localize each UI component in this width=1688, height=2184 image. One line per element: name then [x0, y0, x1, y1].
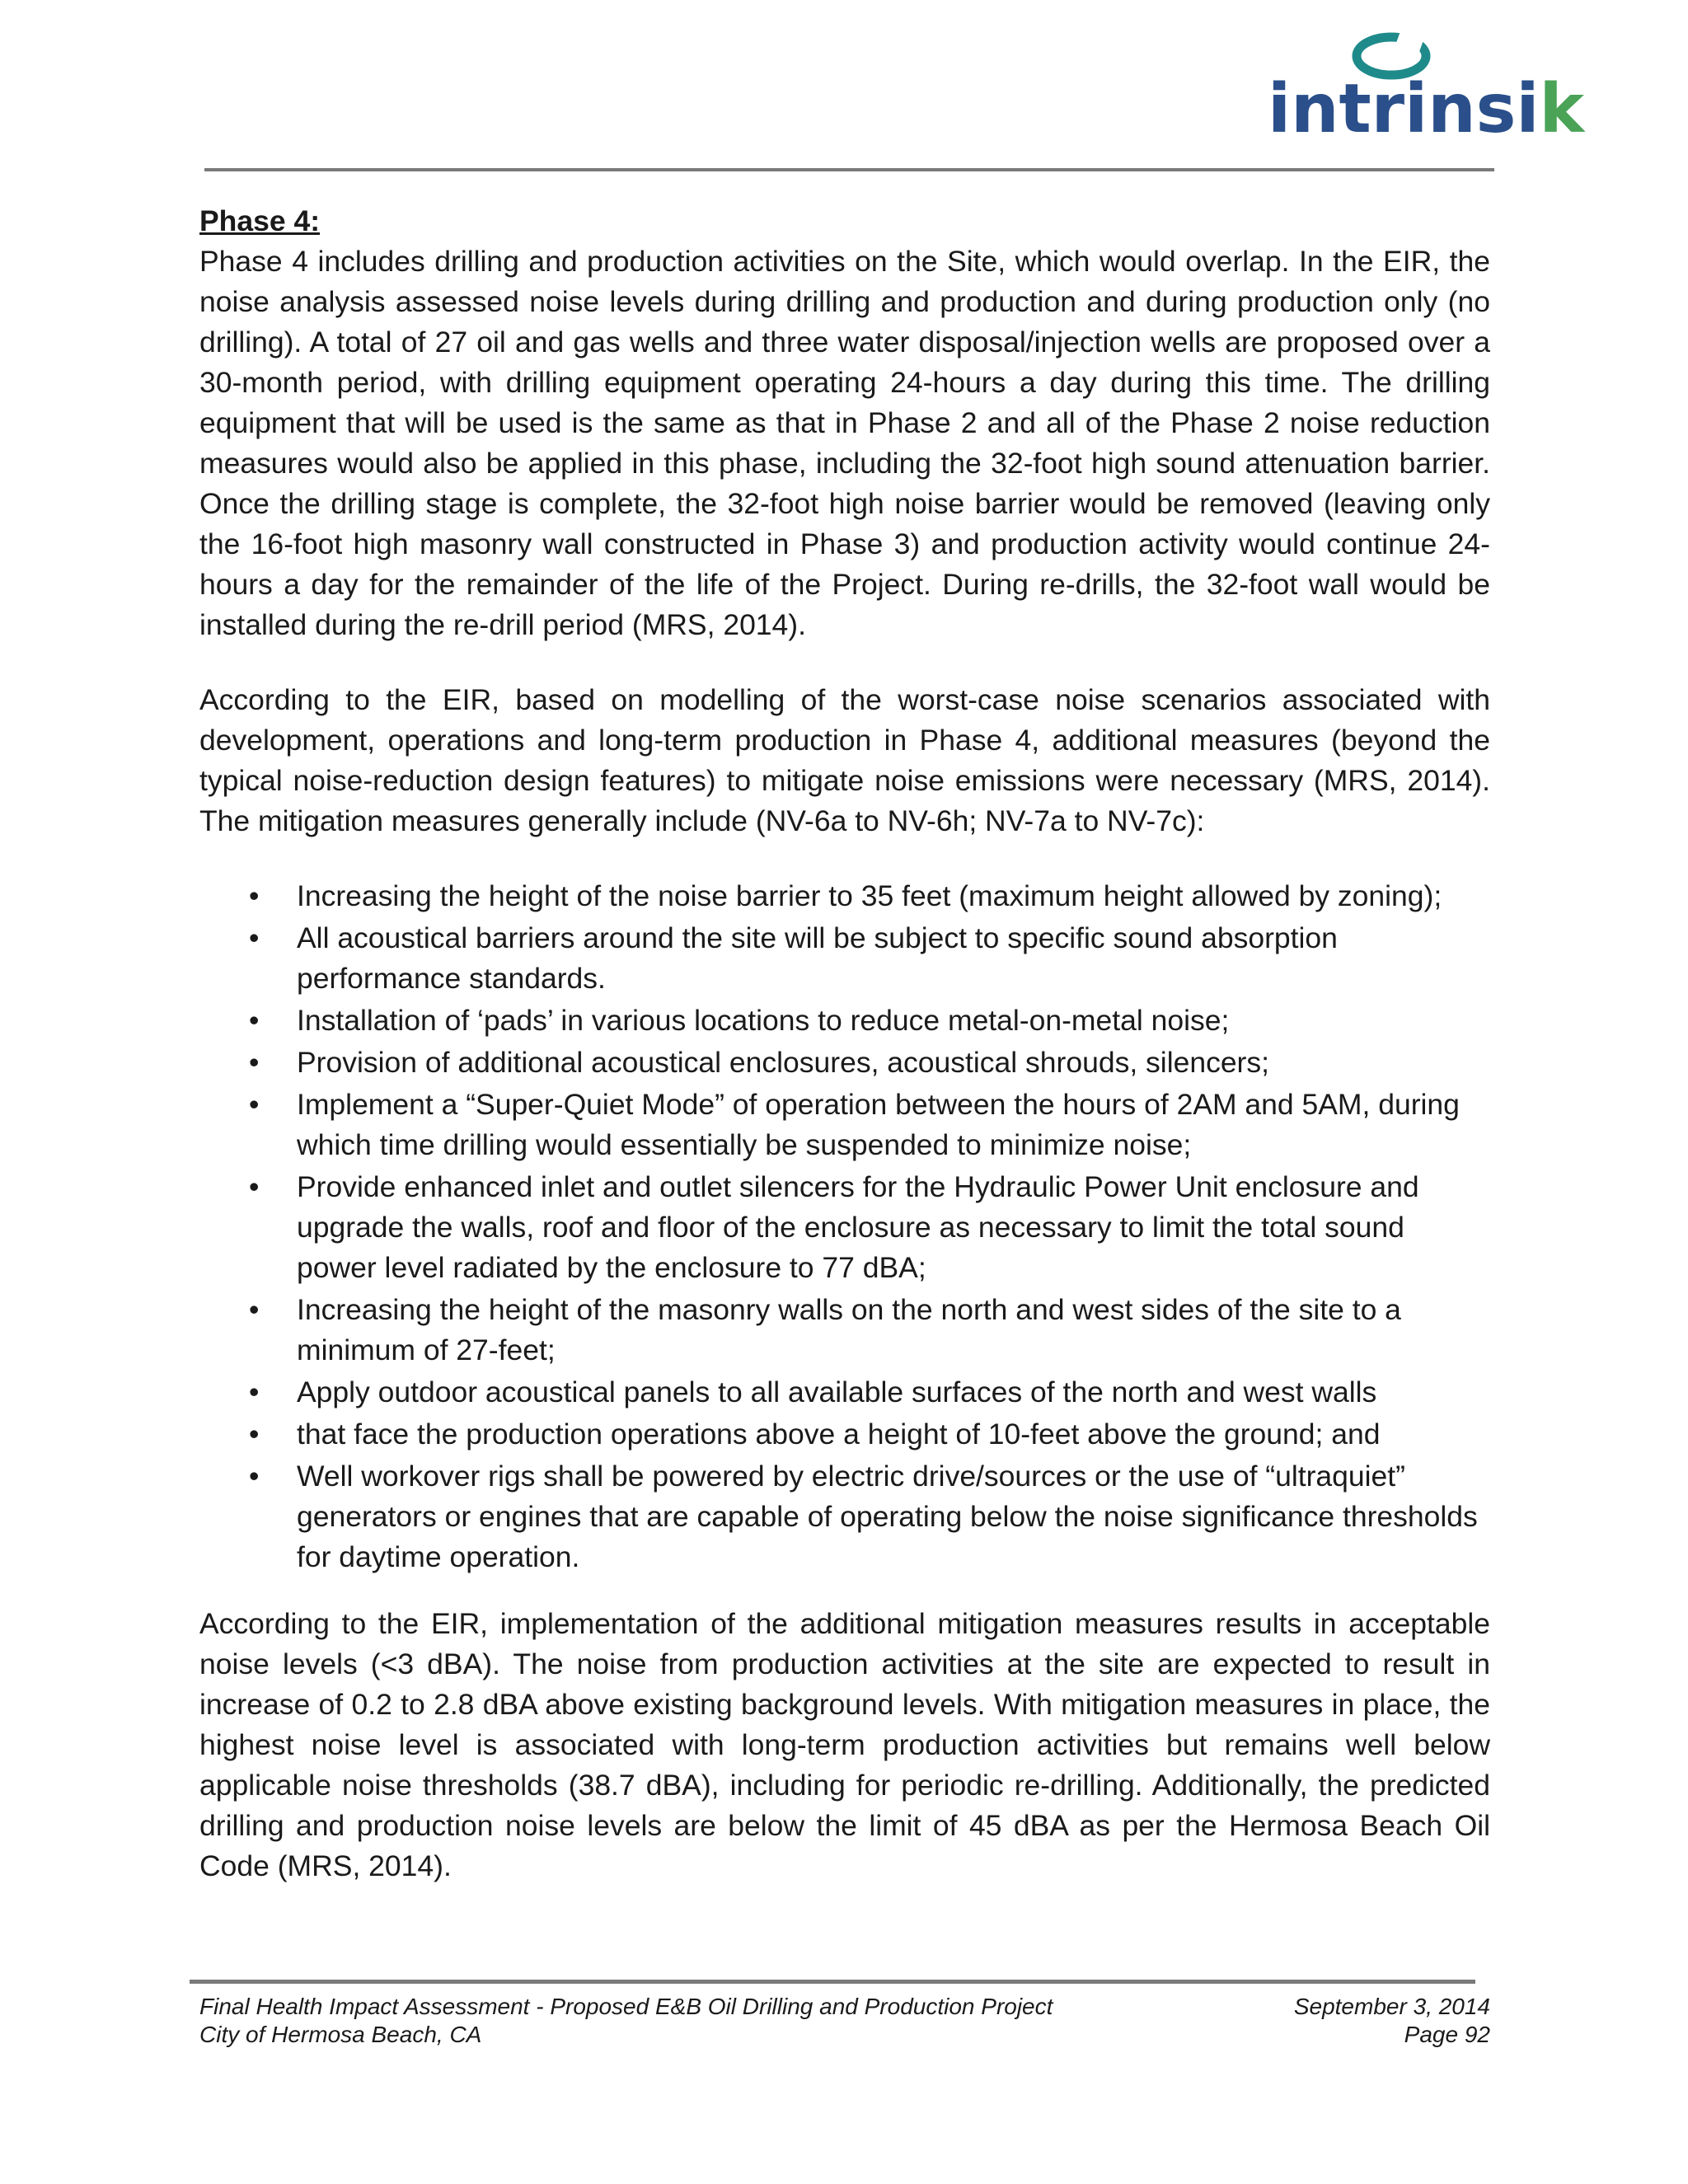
- company-logo: [1268, 31, 1585, 148]
- page-footer: [199, 1993, 1490, 2049]
- logo-wordmark-accent: k: [1539, 70, 1585, 148]
- list-item-text: Provide enhanced inlet and outlet silencers for the Hydraulic Power Unit enclosure and upgrade the walls, roof and floor of the enclosure as necessary to limit the total sound power level radiated by the enclosure to 77 dBA;: [297, 1170, 1419, 1284]
- paragraph-mitigation-results: According to the EIR, implementation of the additional mitigation measures results in acceptable noise levels (<3 dBA). The noise from production activities at the site are expected to result in increase of 0.2 to 2.8 dBA above existing background levels. With mitigation measures in place, the highest noise level is associated with long-term production activities but remains well below applicable noise thresholds (38.7 dBA), including for periodic re-drilling. Additionally, the predicted drilling and production noise levels are below the limit of 45 dBA as per the Hermosa Beach Oil Code (MRS, 2014).: [199, 1607, 1490, 1882]
- bullet-icon: •: [249, 1004, 260, 1037]
- list-item-text: Installation of ‘pads’ in various locations to reduce metal-on-metal noise;: [297, 1004, 1230, 1037]
- footer-row-2: [199, 2021, 1490, 2049]
- footer-page-number: Page 92: [1404, 2022, 1490, 2047]
- list-item: [199, 876, 1490, 916]
- bullet-icon: •: [249, 1376, 260, 1408]
- list-item-text: Well workover rigs shall be powered by electric drive/sources or the use of “ultraquiet” generators or engines that are capable of operating below the noise significance thresholds for daytime operation.: [297, 1460, 1478, 1573]
- list-item: [199, 1001, 1490, 1041]
- bullet-icon: •: [249, 1170, 260, 1203]
- list-item: [199, 1290, 1490, 1371]
- paragraph-phase4-overview: Phase 4 includes drilling and production activities on the Site, which would overlap. In the EIR, the noise analysis assessed noise levels during drilling and production and during production only (no drilling). A total of 27 oil and gas wells and three water disposal/injection wells are proposed over a 30-month period, with drilling equipment operating 24-hours a day during this time. The drilling equipment that will be used is the same as that in Phase 2 and all of the Phase 2 noise reduction measures would also be applied in this phase, including the 32-foot high sound attenuation barrier. Once the drilling stage is complete, the 32-foot high noise barrier would be removed (leaving only the 16-foot high masonry wall constructed in Phase 3) and production activity would continue 24-hours a day for the remainder of the life of the Project. During re-drills, the 32-foot wall would be installed during the re-drill period (MRS, 2014).: [199, 245, 1490, 641]
- paragraph-mitigation-intro: According to the EIR, based on modelling of the worst-case noise scenarios associated with development, operations and long-term production in Phase 4, additional measures (beyond the typical noise-reduction design features) to mitigate noise emissions were necessary (MRS, 2014). The mitigation measures generally include (NV-6a to NV-6h; NV-7a to NV-7c):: [199, 683, 1490, 837]
- list-item: [199, 1414, 1490, 1455]
- footer-location: City of Hermosa Beach, CA: [199, 2022, 482, 2047]
- bullet-icon: •: [249, 1293, 260, 1326]
- bullet-icon: •: [249, 879, 260, 912]
- list-item: [199, 1085, 1490, 1165]
- list-item: [199, 1167, 1490, 1288]
- list-item-text: Increasing the height of the masonry walls on the north and west sides of the site to a minimum of 27-feet;: [297, 1293, 1401, 1366]
- footer-document-title: Final Health Impact Assessment - Proposed E&B Oil Drilling and Production Project: [199, 1994, 1053, 2019]
- bullet-icon: •: [249, 921, 260, 954]
- list-item: [199, 1043, 1490, 1083]
- list-item-text: that face the production operations above a height of 10-feet above the ground; and: [297, 1418, 1381, 1451]
- list-item: [199, 1372, 1490, 1413]
- logo-wordmark-main: intrinsi: [1268, 70, 1540, 148]
- footer-date: September 3, 2014: [1293, 1994, 1490, 2019]
- section-heading: Phase 4:: [199, 204, 321, 237]
- footer-row-1: [199, 1993, 1490, 2021]
- bullet-icon: •: [249, 1460, 260, 1493]
- bullet-icon: •: [249, 1088, 260, 1121]
- bullet-icon: •: [249, 1046, 260, 1079]
- list-item: [199, 918, 1490, 999]
- list-item: [199, 1456, 1490, 1577]
- list-item-text: Apply outdoor acoustical panels to all available surfaces of the north and west walls: [297, 1376, 1377, 1408]
- footer-divider: [190, 1980, 1475, 1984]
- list-item-text: All acoustical barriers around the site will be subject to specific sound absorption performance standards.: [297, 921, 1338, 995]
- list-item-text: Provision of additional acoustical enclosures, acoustical shrouds, silencers;: [297, 1046, 1269, 1079]
- bullet-icon: •: [249, 1418, 260, 1451]
- list-item-text: Implement a “Super-Quiet Mode” of operation between the hours of 2AM and 5AM, during which time drilling would essentially be suspended to minimize noise;: [297, 1088, 1460, 1161]
- logo-wordmark: [1268, 70, 1585, 148]
- page-body: [199, 201, 1490, 1921]
- mitigation-measures-list: [199, 876, 1490, 1577]
- header-divider: [204, 168, 1494, 171]
- list-item-text: Increasing the height of the noise barrier to 35 feet (maximum height allowed by zoning);: [297, 879, 1442, 912]
